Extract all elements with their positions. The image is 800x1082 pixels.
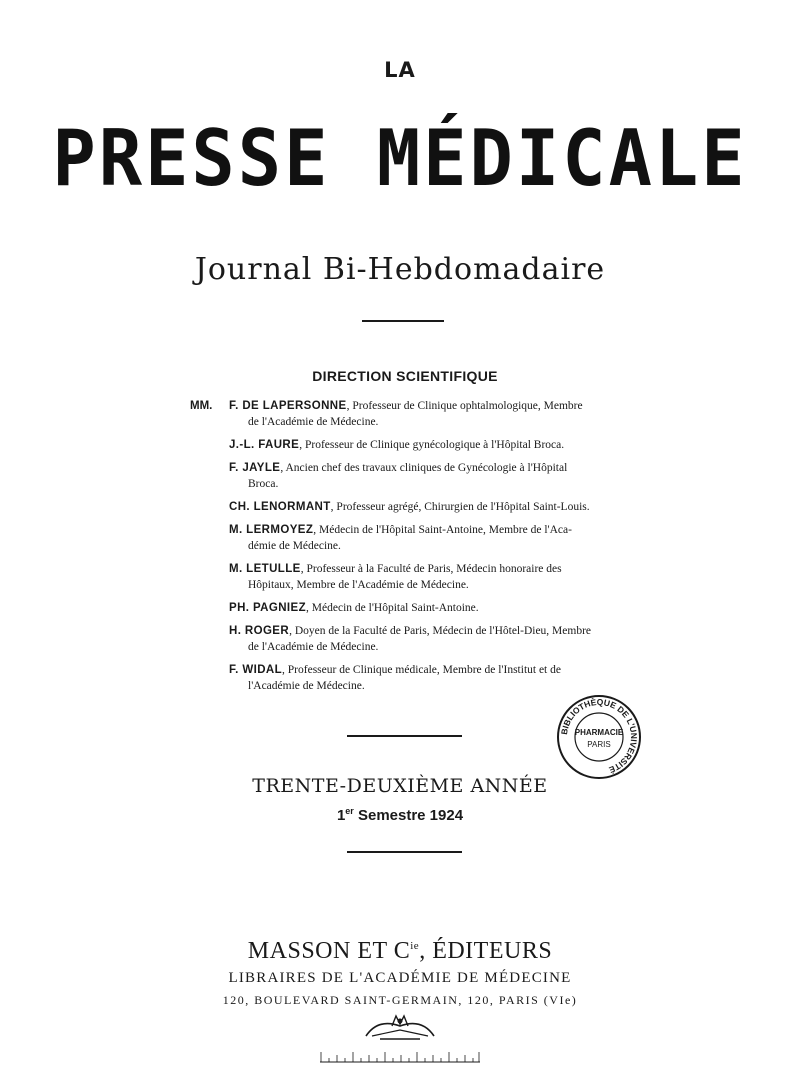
- member-name: F. DE LAPERSONNE: [229, 400, 347, 412]
- member-title-cont: Broca.: [248, 478, 279, 490]
- member-name: M. LETULLE: [229, 563, 301, 575]
- library-stamp: [556, 694, 642, 780]
- member-name: PH. PAGNIEZ: [229, 602, 307, 614]
- member-entry: [0, 623, 800, 655]
- member-entry: [0, 437, 800, 453]
- divider-top: [362, 320, 444, 322]
- member-entry: [0, 499, 800, 515]
- publisher-address: 120, BOULEVARD SAINT-GERMAIN, 120, PARIS (VIe): [222, 993, 578, 1007]
- direction-heading: DIRECTION SCIENTIFIQUE: [312, 368, 498, 384]
- scan-scale-ruler: [320, 1048, 480, 1064]
- divider-middle: [347, 735, 462, 737]
- member-title: , Professeur de Clinique médicale, Membre de l'Institut et de: [282, 664, 561, 676]
- member-entry: [0, 561, 800, 593]
- journal-title: PRESSE MÉDICALE: [52, 112, 748, 204]
- member-title: , Médecin de l'Hôpital Saint-Antoine, Membre de l'Aca-: [313, 524, 572, 536]
- member-title: , Professeur de Clinique gynécologique à l'Hôpital Broca.: [299, 439, 565, 451]
- member-name: M. LERMOYEZ: [229, 524, 314, 536]
- member-title-cont: de l'Académie de Médecine.: [248, 416, 379, 428]
- member-entry: [0, 460, 800, 492]
- journal-subtitle: Journal Bi-Hebdomadaire: [194, 252, 606, 287]
- stamp-outer-text: BIBLIOTHÈQUE DE L'UNIVERSITÉ: [559, 696, 640, 776]
- member-title: , Professeur agrégé, Chirurgien de l'Hôpital Saint-Louis.: [330, 501, 590, 513]
- member-entry: [0, 600, 800, 616]
- member-title: , Ancien chef des travaux cliniques de Gynécologie à l'Hôpital: [280, 462, 568, 474]
- member-title: , Médecin de l'Hôpital Saint-Antoine.: [306, 602, 479, 614]
- direction-members-list: [0, 398, 800, 701]
- masthead-la: LA: [384, 58, 416, 82]
- member-name: H. ROGER: [229, 625, 290, 637]
- member-title: , Doyen de la Faculté de Paris, Médecin de l'Hôtel-Dieu, Membre: [289, 625, 592, 637]
- member-entry: [0, 662, 800, 694]
- divider-bottom: [347, 851, 462, 853]
- stamp-pharmacie: PHARMACIE: [574, 728, 624, 737]
- members-prefix: MM.: [190, 400, 213, 412]
- member-entry: [0, 398, 800, 430]
- member-title-cont: démie de Médecine.: [248, 540, 341, 552]
- member-name: F. JAYLE: [229, 462, 281, 474]
- publisher-name: MASSON ET $C^{ie}$, ÉDITEURS: [247, 938, 553, 964]
- member-name: J.-L. FAURE: [229, 439, 300, 451]
- publisher-emblem-icon: [358, 1012, 442, 1042]
- member-name: CH. LENORMANT: [229, 501, 331, 513]
- stamp-paris: PARIS: [587, 740, 611, 749]
- member-title: , Professeur à la Faculté de Paris, Médecin honoraire des: [300, 563, 562, 575]
- member-title-cont: de l'Académie de Médecine.: [248, 641, 379, 653]
- member-title-cont: l'Académie de Médecine.: [248, 680, 365, 692]
- edition-year: TRENTE-DEUXIÈME ANNÉE: [252, 775, 548, 797]
- member-name: F. WIDAL: [229, 664, 283, 676]
- member-entry: [0, 522, 800, 554]
- member-title: , Professeur de Clinique ophtalmologique, Membre: [346, 400, 583, 412]
- publisher-libraires: LIBRAIRES DE L'ACADÉMIE DE MÉDECINE: [228, 970, 572, 986]
- member-title-cont: Hôpitaux, Membre de l'Académie de Médecine.: [248, 579, 469, 591]
- edition-semester: 1er Semestre 1924: [336, 806, 464, 824]
